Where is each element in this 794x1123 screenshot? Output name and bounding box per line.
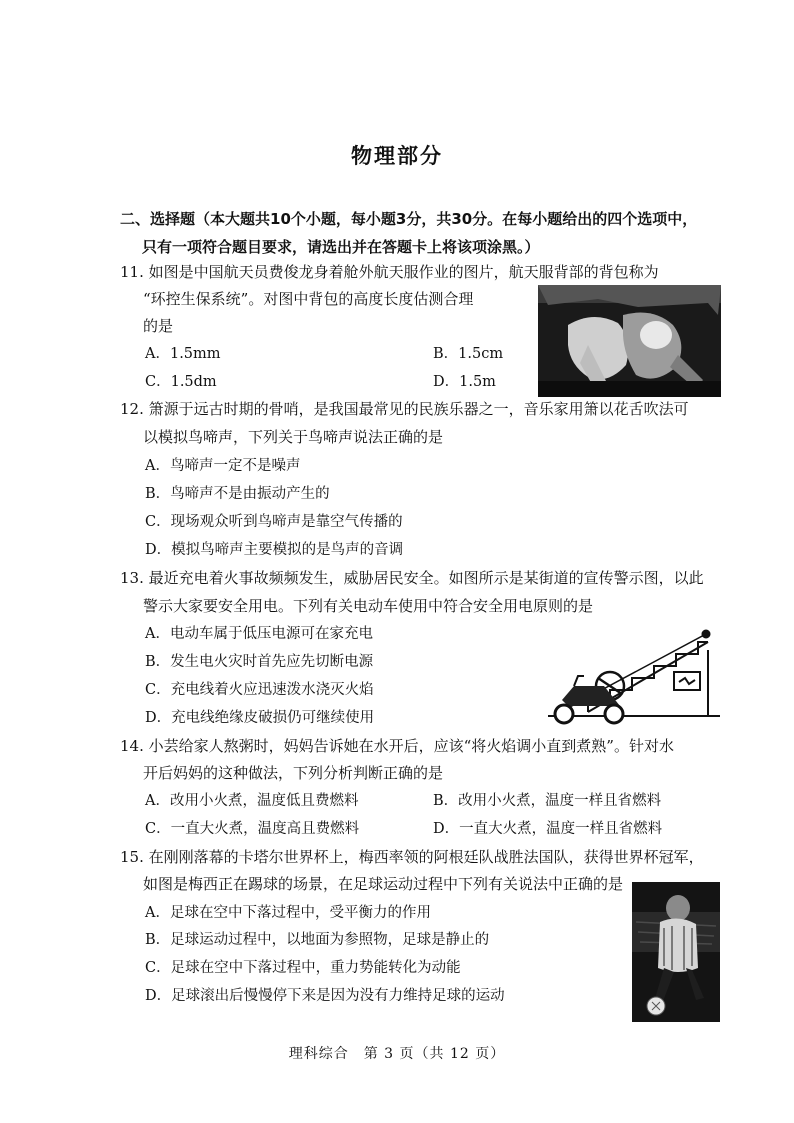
- q11-line-1: 11. 如图是中国航天员费俊龙身着舱外航天服作业的图片，航天服背部的背包称为: [120, 263, 659, 281]
- q14-option-c: C．一直大火煮，温度高且费燃料: [145, 821, 360, 837]
- page-footer: 理科综合 第 3 页（共 12 页）: [288, 1046, 506, 1062]
- page-title: 物理部分: [351, 144, 443, 168]
- q13-line-1: 13. 最近充电着火事故频频发生，威胁居民安全。如图所示是某街道的宣传警示图，以此: [120, 569, 704, 587]
- q11-option-c: C．1.5dm: [145, 374, 217, 390]
- q11-option-d: D．1.5m: [433, 374, 496, 390]
- q15-line-1: 15. 在刚刚落幕的卡塔尔世界杯上，梅西率领的阿根廷队战胜法国队，获得世界杯冠军，: [120, 848, 704, 866]
- q14-option-a: A．改用小火煮，温度低且费燃料: [145, 793, 359, 809]
- q15-option-d: D．足球滚出后慢慢停下来是因为没有力维持足球的运动: [145, 988, 505, 1004]
- q12-option-c: C．现场观众听到鸟啼声是靠空气传播的: [145, 514, 403, 530]
- q15-line-2: 如图是梅西正在踢球的场景，在足球运动过程中下列有关说法中正确的是: [143, 875, 624, 893]
- q12-option-d: D．模拟鸟啼声主要模拟的是鸟声的音调: [145, 542, 404, 558]
- q15-option-b: B．足球运动过程中，以地面为参照物，足球是静止的: [145, 932, 490, 948]
- q12-line-1: 12. 箫源于远古时期的骨哨，是我国最常见的民族乐器之一，音乐家用箫以花舌吹法可: [120, 400, 689, 418]
- q15-option-c: C．足球在空中下落过程中，重力势能转化为动能: [145, 960, 461, 976]
- q12-line-2: 以模拟鸟啼声，下列关于鸟啼声说法正确的是: [143, 428, 444, 446]
- q14-line-2: 开后妈妈的这种做法，下列分析判断正确的是: [143, 764, 444, 782]
- q12-option-b: B．鸟啼声不是由振动产生的: [145, 486, 330, 502]
- q14-option-b: B．改用小火煮，温度一样且省燃料: [433, 793, 662, 809]
- ebike-stairs-warning-figure: [548, 620, 720, 728]
- section-line-1: 二、选择题（本大题共10个小题，每小题3分，共30分。在每小题给出的四个选项中，: [120, 210, 698, 228]
- q11-line-3: 的是: [143, 317, 174, 335]
- q11-option-b: B．1.5cm: [433, 346, 504, 362]
- q11-option-a: A．1.5mm: [145, 346, 221, 362]
- q11-line-2: “环控生保系统”。对图中背包的高度长度估测合理: [143, 290, 474, 308]
- q13-line-2: 警示大家要安全用电。下列有关电动车使用中符合安全用电原则的是: [143, 597, 594, 615]
- section-instructions: [120, 205, 700, 261]
- q13-option-b: B．发生电火灾时首先应先切断电源: [145, 654, 374, 670]
- football-player-photo: [632, 882, 720, 1022]
- section-line-2: 只有一项符合题目要求，请选出并在答题卡上将该项涂黑。）: [142, 238, 540, 256]
- q13-option-d: D．充电线绝缘皮破损仍可继续使用: [145, 710, 375, 726]
- q13-option-c: C．充电线着火应迅速泼水浇灭火焰: [145, 682, 374, 698]
- q13-option-a: A．电动车属于低压电源可在家充电: [145, 626, 373, 642]
- q12-option-a: A．鸟啼声一定不是噪声: [145, 458, 301, 474]
- q15-option-a: A．足球在空中下落过程中，受平衡力的作用: [145, 905, 431, 921]
- astronaut-photo: [538, 285, 721, 397]
- q14-option-d: D．一直大火煮，温度一样且省燃料: [433, 821, 663, 837]
- q14-line-1: 14. 小芸给家人熬粥时，妈妈告诉她在水开后，应该“将火焰调小直到煮熟”。针对水: [120, 737, 674, 755]
